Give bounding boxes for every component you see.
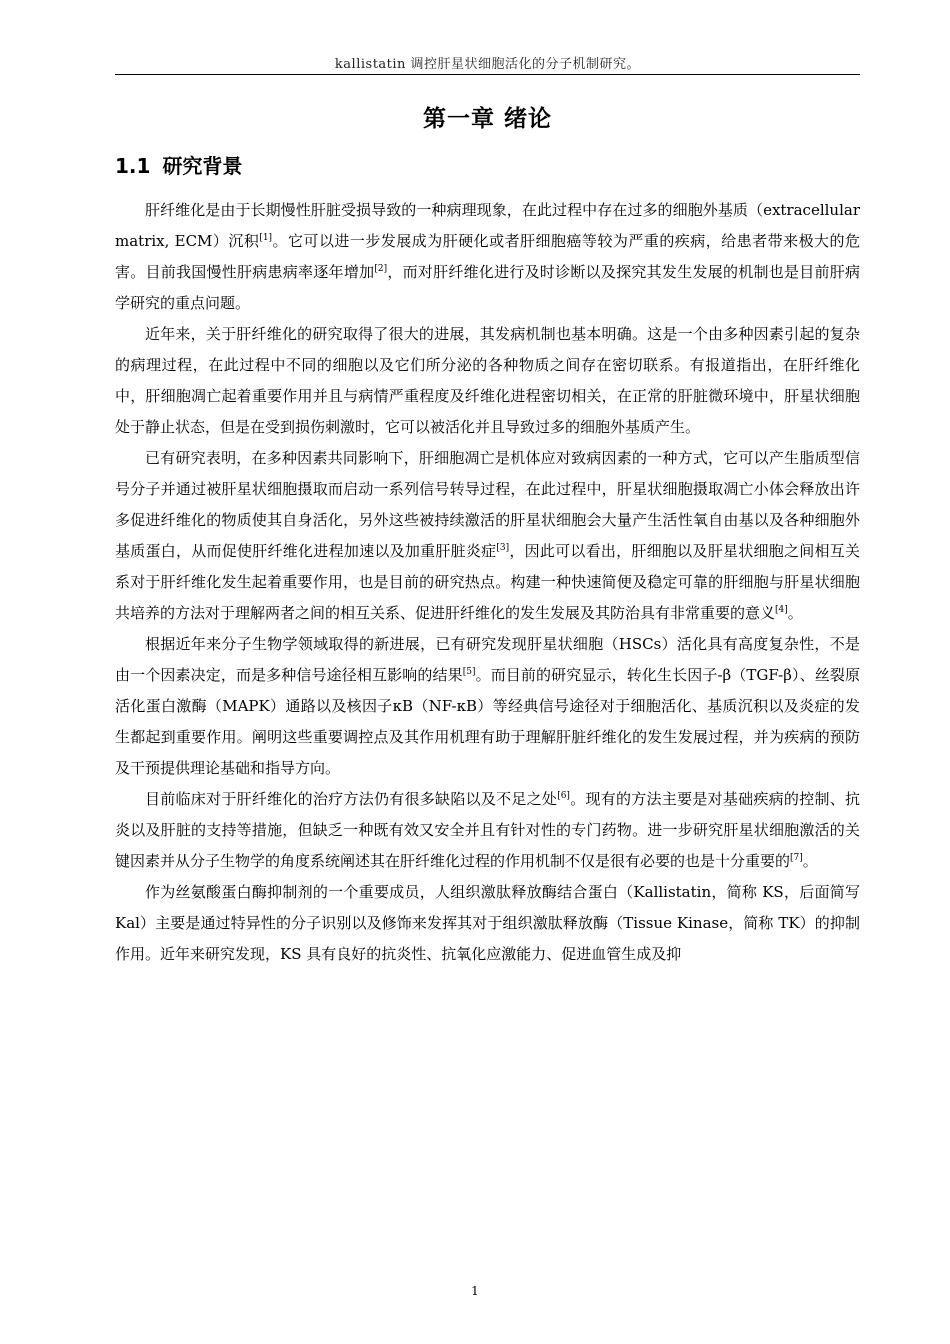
citation-marker: [4] (775, 605, 788, 615)
page-number: 1 (471, 1284, 479, 1298)
citation-marker: [7] (790, 853, 803, 863)
paragraph-text: ，因此可以看出，肝细胞以及肝星状细胞之间相互关系对于肝纤维化发生起着重要作用，也是目前的研究热点。构建一种快速简便及稳定可靠的肝细胞与肝星状细胞共培养的方法对于理解两者之间的相互关系、促进肝纤维化的发生发展及其防治具有非常重要的意义 (115, 542, 860, 622)
body-paragraph (115, 443, 860, 629)
chapter-title: 第一章 绪论 (422, 106, 552, 132)
paragraph-text: 目前临床对于肝纤维化的治疗方法仍有很多缺陷以及不足之处 (145, 790, 558, 808)
body-text (115, 195, 860, 970)
paragraph-text: 。 (802, 852, 818, 870)
body-paragraph (115, 877, 860, 970)
body-paragraph (115, 784, 860, 877)
citation-marker: [5] (462, 667, 476, 677)
citation-marker: [2] (374, 264, 388, 274)
header-rule (115, 74, 860, 75)
body-paragraph (115, 195, 860, 319)
paragraph-text: 肝纤维化是由于长期慢性肝脏受损导致的一种病理现象，在此过程中存在过多的细胞外基质（extracellular matrix, ECM）沉积 (115, 201, 860, 250)
citation-marker: [3] (496, 543, 510, 553)
paragraph-text: ，而对肝纤维化进行及时诊断以及探究其发生发展的机制也是目前肝病学研究的重点问题。 (115, 263, 860, 312)
running-header: kallistatin 调控肝星状细胞活化的分子机制研究。 (334, 57, 641, 72)
paragraph-text: 近年来，关于肝纤维化的研究取得了很大的进展，其发病机制也基本明确。这是一个由多种因素引起的复杂的病理过程，在此过程中不同的细胞以及它们所分泌的各种物质之间存在密切联系。有报道指出，在肝纤维化中，肝细胞凋亡起着重要作用并且与病情严重程度及纤维化进程密切相关，在正常的肝脏微环境中，肝星状细胞处于静止状态，但是在受到损伤刺激时，它可以被活化并且导致过多的细胞外基质产生。 (115, 325, 860, 436)
body-paragraph (115, 319, 860, 443)
citation-marker: [6] (557, 791, 570, 801)
paragraph-text: 作为丝氨酸蛋白酶抑制剂的一个重要成员，人组织激肽释放酶结合蛋白（Kallistatin，简称 KS，后面简写 Kal）主要是通过特异性的分子识别以及修饰来发挥其对于组织激肽释放酶（Tissue Kinase，简称 TK）的抑制作用。近年来研究发现，KS 具有良好的抗炎性、抗氧化应激能力、促进血管生成及抑 (115, 883, 860, 963)
section-heading (115, 150, 242, 179)
section-number: 1.1 (115, 154, 151, 178)
citation-marker: [1] (259, 233, 273, 243)
paragraph-text: 。而目前的研究显示，转化生长因子-β（TGF-β）、丝裂原活化蛋白激酶（MAPK）通路以及核因子κB（NF-κB）等经典信号途径对于细胞活化、基质沉积以及炎症的发生都起到重要作用。阐明这些重要调控点及其作用机理有助于理解肝脏纤维化的发生发展过程，并为疾病的预防及干预提供理论基础和指导方向。 (115, 666, 860, 777)
paragraph-text: 。现有的方法主要是对基础疾病的控制、抗炎以及肝脏的支持等措施，但缺乏一种既有效又安全并且有针对性的专门药物。进一步研究肝星状细胞激活的关键因素并从分子生物学的角度系统阐述其在肝纤维化过程的作用机制不仅是很有必要的也是十分重要的 (115, 790, 860, 870)
paragraph-text: 。 (787, 604, 803, 622)
body-paragraph (115, 629, 860, 784)
paragraph-text: 已有研究表明，在多种因素共同影响下，肝细胞凋亡是机体应对致病因素的一种方式，它可以产生脂质型信号分子并通过被肝星状细胞摄取而启动一系列信号转导过程，在此过程中，肝星状细胞摄取凋亡小体会释放出许多促进纤维化的物质使其自身活化，另外这些被持续激活的肝星状细胞会大量产生活性氧自由基以及各种细胞外基质蛋白，从而促使肝纤维化进程加速以及加重肝脏炎症 (115, 449, 860, 560)
paragraph-text: 根据近年来分子生物学领域取得的新进展，已有研究发现肝星状细胞（HSCs）活化具有高度复杂性，不是由一个因素决定，而是多种信号途径相互影响的结果 (115, 635, 860, 684)
section-title: 研究背景 (162, 154, 243, 178)
paragraph-text: 。它可以进一步发展成为肝硬化或者肝细胞癌等较为严重的疾病，给患者带来极大的危害。目前我国慢性肝病患病率逐年增加 (115, 232, 860, 281)
